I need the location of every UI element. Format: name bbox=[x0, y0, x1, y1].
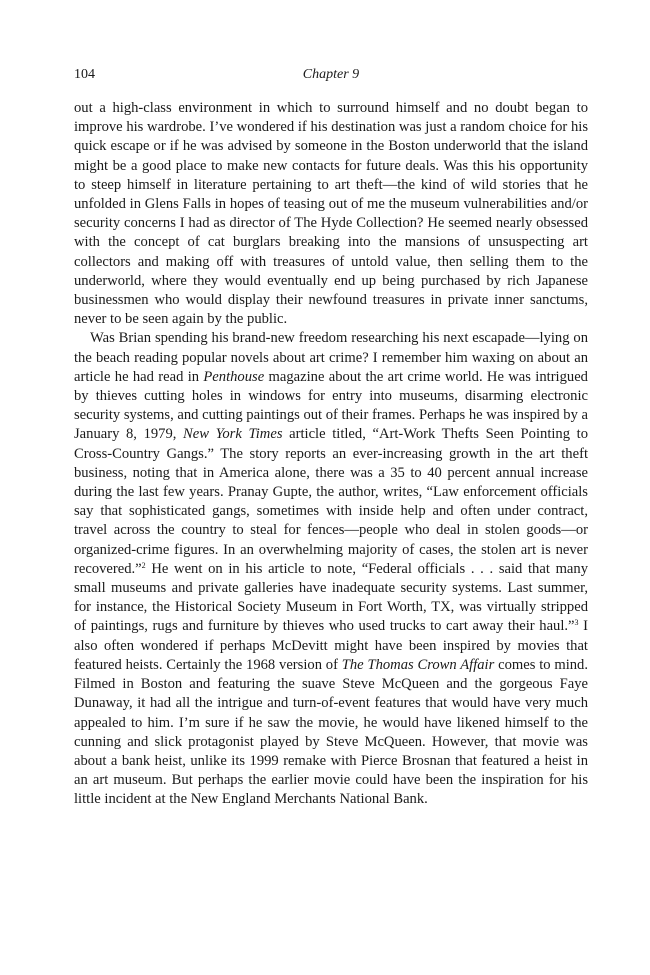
footnote-marker-2: 2 bbox=[141, 560, 146, 570]
magazine-title-penthouse: Penthouse bbox=[203, 368, 265, 385]
footnote-marker-3: 3 bbox=[574, 618, 579, 628]
paragraph-2-sentence-4: He went on in his article to note, “Federal officials . . . said that many small museums and private galleries have inadequate security systems. Last summer, for instance, the Historical Society Museum in Fort Worth, TX, was virtually stripped of paintings, rugs and furniture by thieves who used trucks to cart away their haul.” bbox=[74, 560, 588, 635]
body-text bbox=[74, 99, 588, 810]
chapter-title: Chapter 9 bbox=[302, 67, 360, 82]
page-number: 104 bbox=[74, 67, 95, 82]
paragraph-2-sentence-5: I also often wondered if perhaps McDevitt might have been inspired by movies that featured heists. Certainly the 1968 version of bbox=[74, 618, 588, 673]
running-head bbox=[74, 64, 588, 86]
paragraph-2 bbox=[74, 329, 588, 809]
newspaper-title-nyt: New York Times bbox=[183, 426, 283, 443]
paragraph-2-sentence-1: Was Brian spending his brand-new freedom researching his next escapade—lying on the beach reading popular novels about art crime? I remember him waxing on about an article he had read in bbox=[74, 330, 588, 385]
paragraph-2-sentence-6: comes to mind. Filmed in Boston and featuring the suave Steve McQueen and the gorgeous Faye Dunaway, it had all the intrigue and turn-of-event features that would have very much appealed to him. I’m sure if he saw the movie, he would have likened himself to the cunning and slick protagonist played by Steve McQueen. However, that movie was about a bank heist, unlike its 1999 remake with Pierce Brosnan that featured a heist in an art museum. But perhaps the earlier movie could have been the inspiration for his little incident at the New England Merchants National Bank. bbox=[74, 656, 588, 808]
paragraph-1: out a high-class environment in which to surround himself and no doubt began to improve his wardrobe. I’ve wondered if his destination was just a random choice for his quick escape or if he was advised by someone in the Boston underworld that the island might be a good place to make new contacts for future deals. Was this his opportunity to steep himself in literature pertaining to art theft—the kind of wild stories that he unfolded in Glens Falls in hopes of teasing out of me the museum vulnerabilities and/or security concerns I had as director of The Hyde Collection? He seemed nearly obsessed with the concept of cat burglars breaking into the mansions of unsuspecting art collectors and making off with treasures of untold value, then selling them to the underworld, where they would eventually end up being purchased by rich Japanese businessmen who would display their newfound treasures in private inner sanctums, never to be seen again by the public. bbox=[74, 100, 588, 328]
book-page bbox=[74, 64, 588, 810]
film-title: The Thomas Crown Affair bbox=[341, 656, 495, 673]
paragraph-2-sentence-3: article titled, “Art-Work Thefts Seen Pointing to Cross-Country Gangs.” The story reports an ever-increasing growth in the art theft business, noting that in America alone, there was a 35 to 40 percent annual increase during the last few years. Pranay Gupte, the author, writes, “Law enforcement officials say that sophisticated gangs, sometimes with inside help and often under contract, travel across the country to steal for fences—people who deal in stolen goods—or organized-crime figures. In an overwhelming majority of cases, the stolen art is never recovered.” bbox=[74, 426, 588, 577]
paragraph-2-sentence-2: magazine about the art crime world. He was intrigued by thieves cutting holes in windows for entry into museums, disarming electronic security systems, and cutting paintings out of their frames. Perhaps he was inspired by a January 8, 1979, bbox=[74, 368, 588, 443]
